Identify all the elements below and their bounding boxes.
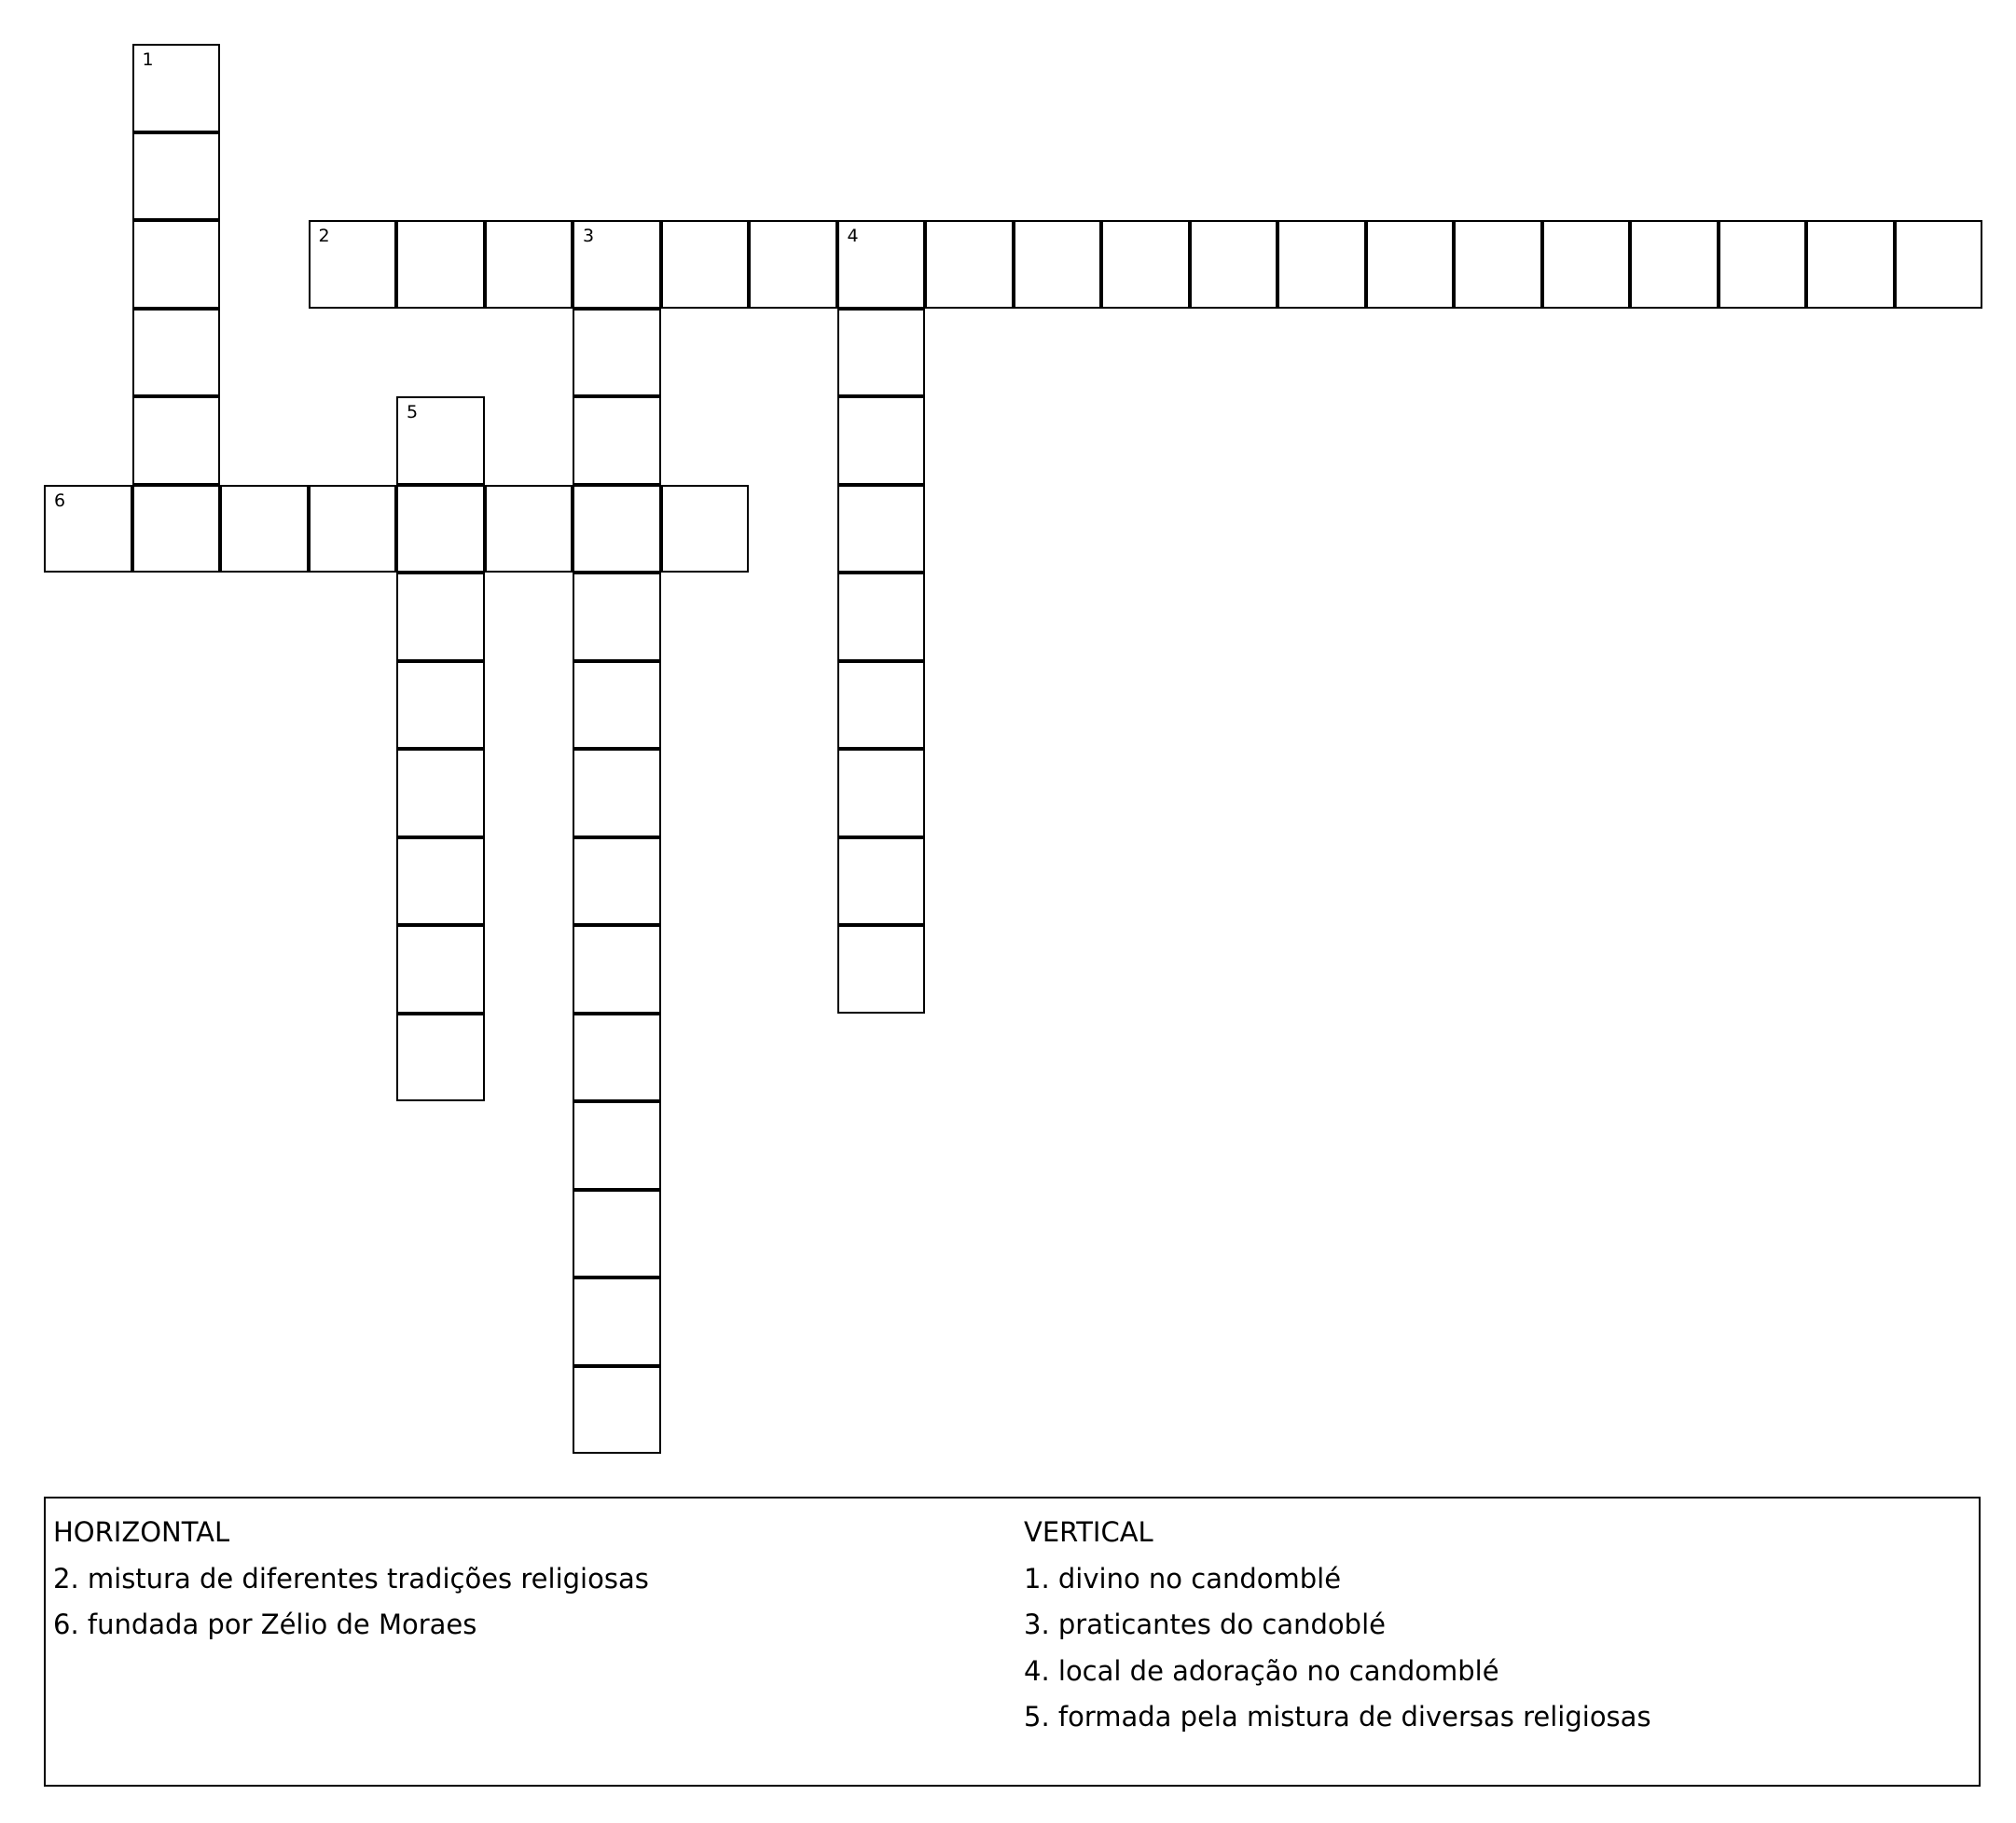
grid-cell[interactable] <box>396 661 485 750</box>
grid-cell[interactable] <box>1014 220 1102 309</box>
grid-cell[interactable] <box>1277 220 1366 309</box>
horizontal-heading: HORIZONTAL <box>53 1516 230 1548</box>
clue-number: 6 <box>54 490 66 511</box>
grid-cell[interactable] <box>132 132 221 221</box>
grid-cell[interactable] <box>573 1277 661 1366</box>
horizontal-clues <box>53 1510 649 1649</box>
grid-cell[interactable] <box>573 396 661 485</box>
grid-cell[interactable] <box>220 485 309 573</box>
grid-cell[interactable] <box>396 573 485 661</box>
clue-number: 5 <box>407 402 419 422</box>
grid-cell[interactable] <box>396 837 485 926</box>
grid-cell[interactable] <box>44 485 132 573</box>
clue-vertical-4: 4. local de adoração no candomblé <box>1024 1654 1499 1687</box>
grid-cell[interactable] <box>1366 220 1455 309</box>
grid-cell[interactable] <box>837 220 926 309</box>
grid-cell[interactable] <box>485 485 573 573</box>
grid-cell[interactable] <box>573 1014 661 1102</box>
grid-cell[interactable] <box>1190 220 1278 309</box>
grid-cell[interactable] <box>309 220 397 309</box>
clue-vertical-1: 1. divino no candomblé <box>1024 1562 1342 1595</box>
grid-cell[interactable] <box>1542 220 1631 309</box>
grid-cell[interactable] <box>573 1190 661 1278</box>
clue-number: 4 <box>847 226 859 246</box>
grid-cell[interactable] <box>573 573 661 661</box>
grid-cell[interactable] <box>132 44 221 132</box>
grid-cell[interactable] <box>837 661 926 750</box>
grid-cell[interactable] <box>132 309 221 397</box>
grid-cell[interactable] <box>396 925 485 1014</box>
grid-cell[interactable] <box>1101 220 1190 309</box>
clues-box <box>44 1497 1981 1787</box>
grid-cell[interactable] <box>573 1366 661 1455</box>
clue-horizontal-2: 2. mistura de diferentes tradições religiosas <box>53 1562 649 1595</box>
grid-cell[interactable] <box>396 396 485 485</box>
vertical-clues <box>1024 1510 1651 1741</box>
grid-cell[interactable] <box>573 661 661 750</box>
grid-cell[interactable] <box>661 220 750 309</box>
grid-cell[interactable] <box>837 396 926 485</box>
grid-cell[interactable] <box>396 1014 485 1102</box>
grid-cell[interactable] <box>132 396 221 485</box>
grid-cell[interactable] <box>396 220 485 309</box>
vertical-heading: VERTICAL <box>1024 1516 1153 1548</box>
grid-cell[interactable] <box>573 749 661 837</box>
clue-number: 1 <box>142 49 154 70</box>
grid-cell[interactable] <box>749 220 837 309</box>
grid-cell[interactable] <box>1719 220 1807 309</box>
grid-cell[interactable] <box>661 485 750 573</box>
grid-cell[interactable] <box>837 749 926 837</box>
grid-cell[interactable] <box>132 220 221 309</box>
grid-cell[interactable] <box>573 925 661 1014</box>
grid-cell[interactable] <box>1454 220 1542 309</box>
grid-cell[interactable] <box>837 485 926 573</box>
grid-cell[interactable] <box>573 837 661 926</box>
grid-cell[interactable] <box>837 309 926 397</box>
grid-cell[interactable] <box>485 220 573 309</box>
clue-number: 3 <box>583 226 595 246</box>
clue-vertical-5: 5. formada pela mistura de diversas religiosas <box>1024 1701 1651 1733</box>
grid-cell[interactable] <box>573 309 661 397</box>
clue-vertical-3: 3. praticantes do candoblé <box>1024 1609 1386 1640</box>
clue-horizontal-6: 6. fundada por Zélio de Moraes <box>53 1609 477 1640</box>
grid-cell[interactable] <box>837 573 926 661</box>
grid-cell[interactable] <box>396 749 485 837</box>
grid-cell[interactable] <box>396 485 485 573</box>
grid-cell[interactable] <box>573 1101 661 1190</box>
grid-cell[interactable] <box>837 925 926 1014</box>
grid-cell[interactable] <box>1895 220 1983 309</box>
grid-cell[interactable] <box>573 485 661 573</box>
grid-cell[interactable] <box>132 485 221 573</box>
grid-cell[interactable] <box>573 220 661 309</box>
grid-cell[interactable] <box>309 485 397 573</box>
clue-number: 2 <box>318 226 330 246</box>
grid-cell[interactable] <box>1806 220 1895 309</box>
grid-cell[interactable] <box>925 220 1014 309</box>
grid-cell[interactable] <box>1630 220 1719 309</box>
grid-cell[interactable] <box>837 837 926 926</box>
